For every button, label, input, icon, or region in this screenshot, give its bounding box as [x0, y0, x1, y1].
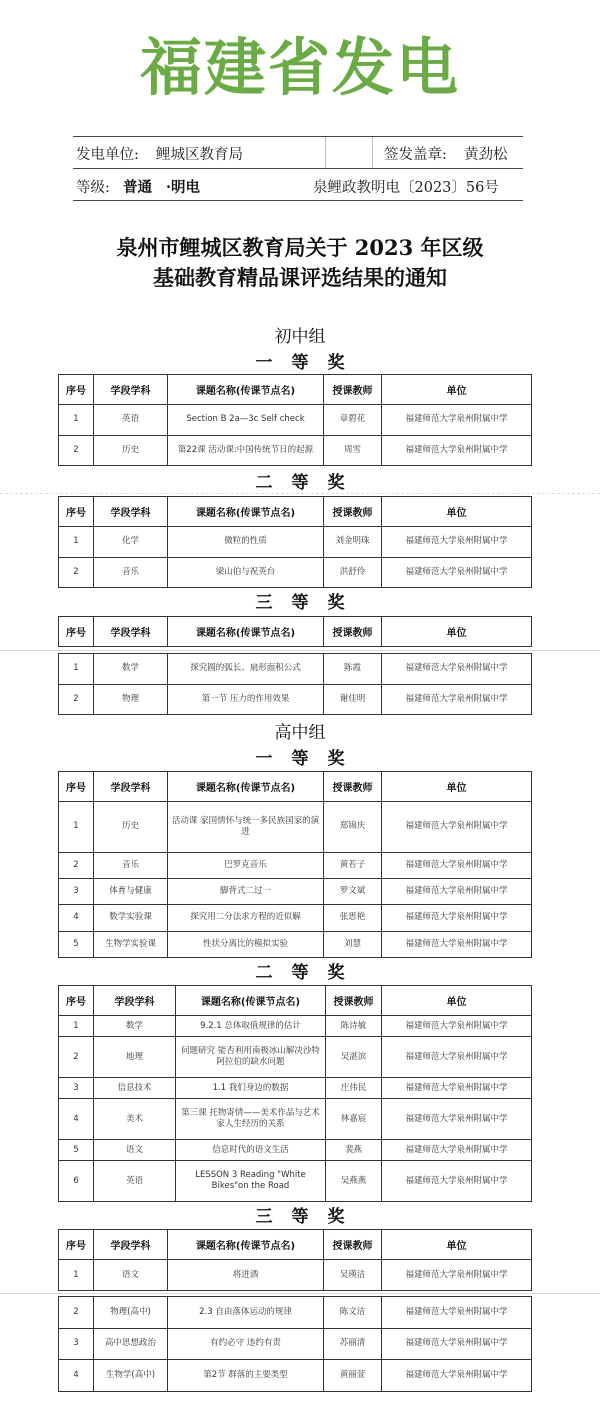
cell-no: 5: [59, 931, 94, 957]
col-header-teacher: 授课教师: [324, 497, 382, 527]
junior-second-table: [58, 496, 532, 588]
col-header-subject: 学段学科: [94, 375, 168, 405]
cell-no: 1: [59, 654, 94, 685]
col-header-no: 序号: [59, 617, 94, 647]
senior-third-table-top: [58, 1229, 532, 1291]
cell-unit: 福建师范大学泉州附属中学: [382, 684, 532, 715]
col-header-subject: 学段学科: [94, 497, 168, 527]
cell-unit: 福建师范大学泉州附属中学: [382, 802, 532, 853]
cell-unit: 福建师范大学泉州附属中学: [382, 654, 532, 685]
meta-middle-rule: [73, 168, 523, 169]
col-header-unit: 单位: [382, 772, 532, 802]
cell-course: 微粒的性质: [168, 527, 324, 558]
table-row: [59, 1161, 532, 1202]
cell-subject: 语文: [94, 1260, 168, 1291]
junior-third-table: [58, 653, 532, 715]
cell-course: 脚背式二过一: [168, 878, 324, 904]
level-value: 普通: [123, 179, 152, 196]
cell-teacher: 谢佳明: [324, 684, 382, 715]
col-header-course: 课题名称(传课节点名): [176, 986, 326, 1016]
table-row: [59, 1139, 532, 1160]
doc-number: 泉鲤政教明电〔2023〕56号: [313, 180, 499, 196]
cell-teacher: 郑锦庆: [324, 802, 382, 853]
cell-teacher: 章碧花: [324, 405, 382, 436]
table-row: [59, 1077, 532, 1098]
page-break: [0, 1293, 600, 1294]
cell-teacher: 陈霞: [324, 654, 382, 685]
table-row: [59, 878, 532, 904]
cell-teacher: 罗文斌: [324, 878, 382, 904]
page-break: [0, 650, 600, 651]
cell-unit: 福建师范大学泉州附属中学: [382, 1161, 532, 1202]
cell-subject: 物理(高中): [94, 1297, 168, 1329]
cell-unit: 福建师范大学泉州附属中学: [382, 1099, 532, 1140]
col-header-course: 课题名称(传课节点名): [168, 617, 324, 647]
notice-title-line2: 基础教育精品课评选结果的通知: [153, 265, 447, 290]
cell-unit: 福建师范大学泉州附属中学: [382, 1328, 532, 1360]
cell-no: 1: [59, 1016, 94, 1037]
signer-value: 黄劲松: [464, 147, 508, 163]
cell-course: 活动课 家国情怀与统一多民族国家的演进: [168, 802, 324, 853]
cell-no: 2: [59, 1297, 94, 1329]
cell-subject: 生物学(高中): [94, 1360, 168, 1392]
cell-no: 3: [59, 878, 94, 904]
notice-title-line1: 泉州市鲤城区教育局关于 2023 年区级: [116, 235, 484, 260]
junior-first-table: [58, 374, 532, 466]
junior-first-award-title: 一等奖: [255, 353, 364, 373]
cell-course: 2.3 自由落体运动的规律: [168, 1297, 324, 1329]
table-row: [59, 684, 532, 715]
col-header-subject: 学段学科: [94, 772, 168, 802]
junior-third-award-title: 三等奖: [255, 593, 364, 613]
table-row: [59, 1260, 532, 1291]
cell-no: 3: [59, 1077, 94, 1098]
table-row: [59, 931, 532, 957]
senior-first-award-title: 一等奖: [255, 749, 364, 769]
table-row: [59, 1297, 532, 1329]
table-row: [59, 527, 532, 558]
col-header-no: 序号: [59, 1230, 94, 1260]
table-row: [59, 435, 532, 466]
cell-course: 探究用二分法求方程的近似解: [168, 905, 324, 931]
col-header-unit: 单位: [382, 497, 532, 527]
cell-teacher: 吴燕燕: [326, 1161, 382, 1202]
cell-no: 2: [59, 557, 94, 588]
cell-subject: 语文: [94, 1139, 176, 1160]
col-header-subject: 学段学科: [94, 1230, 168, 1260]
cell-unit: 福建师范大学泉州附属中学: [382, 405, 532, 436]
cell-unit: 福建师范大学泉州附属中学: [382, 527, 532, 558]
cell-teacher: 吴湛滨: [326, 1037, 382, 1078]
sender-label: 发电单位:: [76, 147, 139, 163]
table-row: [59, 802, 532, 853]
col-header-course: 课题名称(传课节点名): [168, 497, 324, 527]
meta-divider-b: [372, 137, 373, 168]
cell-teacher: 刘金明珠: [324, 527, 382, 558]
cell-no: 1: [59, 405, 94, 436]
cell-teacher: 张思艳: [324, 905, 382, 931]
cell-course: 1.1 我们身边的数据: [176, 1077, 326, 1098]
table-row: [59, 1016, 532, 1037]
cell-teacher: 陈诗敏: [326, 1016, 382, 1037]
meta-bottom-rule: [73, 200, 523, 201]
cell-no: 1: [59, 1260, 94, 1291]
cell-subject: 体育与健康: [94, 878, 168, 904]
cell-subject: 数学实验课: [94, 905, 168, 931]
cell-teacher: 林嘉宸: [326, 1099, 382, 1140]
cell-teacher: 周雪: [324, 435, 382, 466]
cell-teacher: 苏丽清: [324, 1328, 382, 1360]
cell-unit: 福建师范大学泉州附属中学: [382, 931, 532, 957]
cell-course: 第22课 活动课:中国传统节日的起源: [168, 435, 324, 466]
cell-subject: 英语: [94, 405, 168, 436]
cell-subject: 信息技术: [94, 1077, 176, 1098]
cell-course: 第三课 托物寄情——美术作品与艺术家人生经历的关系: [176, 1099, 326, 1140]
document-banner: 福建省发电: [139, 31, 460, 104]
cell-unit: 福建师范大学泉州附属中学: [382, 1077, 532, 1098]
cell-teacher: 黄丽萱: [324, 1360, 382, 1392]
cell-course: 性状分离比的模拟实验: [168, 931, 324, 957]
senior-group-title: 高中组: [274, 723, 326, 743]
cell-subject: 数学: [94, 1016, 176, 1037]
cell-teacher: 裴燕: [326, 1139, 382, 1160]
cell-no: 4: [59, 905, 94, 931]
cell-unit: 福建师范大学泉州附属中学: [382, 878, 532, 904]
level-type: ·明电: [166, 179, 201, 196]
cell-subject: 化学: [94, 527, 168, 558]
senior-first-table: [58, 771, 532, 958]
cell-teacher: 洪舒伶: [324, 557, 382, 588]
table-row: [59, 852, 532, 878]
col-header-teacher: 授课教师: [324, 617, 382, 647]
table-row: [59, 1099, 532, 1140]
cell-subject: 生物学实验课: [94, 931, 168, 957]
table-row: [59, 654, 532, 685]
cell-subject: 物理: [94, 684, 168, 715]
cell-no: 3: [59, 1328, 94, 1360]
col-header-unit: 单位: [382, 986, 532, 1016]
cell-course: 第2节 群落的主要类型: [168, 1360, 324, 1392]
col-header-unit: 单位: [382, 617, 532, 647]
cell-unit: 福建师范大学泉州附属中学: [382, 1297, 532, 1329]
senior-second-table: [58, 985, 532, 1202]
col-header-subject: 学段学科: [94, 986, 176, 1016]
cell-course: 9.2.1 总体取值规律的估计: [176, 1016, 326, 1037]
cell-unit: 福建师范大学泉州附属中学: [382, 1037, 532, 1078]
table-row: [59, 1328, 532, 1360]
cell-unit: 福建师范大学泉州附属中学: [382, 905, 532, 931]
table-row: [59, 405, 532, 436]
cell-subject: 地理: [94, 1037, 176, 1078]
col-header-teacher: 授课教师: [324, 375, 382, 405]
cell-no: 1: [59, 527, 94, 558]
cell-unit: 福建师范大学泉州附属中学: [382, 435, 532, 466]
senior-third-award-title: 三等奖: [255, 1207, 364, 1227]
page-dash: [0, 493, 600, 494]
cell-no: 2: [59, 435, 94, 466]
cell-unit: 福建师范大学泉州附属中学: [382, 557, 532, 588]
cell-course: 巴罗克音乐: [168, 852, 324, 878]
cell-course: 信息时代的语文生活: [176, 1139, 326, 1160]
senior-second-award-title: 二等奖: [255, 963, 364, 983]
cell-subject: 英语: [94, 1161, 176, 1202]
cell-unit: 福建师范大学泉州附属中学: [382, 1016, 532, 1037]
cell-course: 问题研究 能否利用南极冰山解决沙特阿拉伯的缺水问题: [176, 1037, 326, 1078]
col-header-course: 课题名称(传课节点名): [168, 375, 324, 405]
cell-unit: 福建师范大学泉州附属中学: [382, 1360, 532, 1392]
cell-unit: 福建师范大学泉州附属中学: [382, 1260, 532, 1291]
cell-subject: 历史: [94, 802, 168, 853]
col-header-no: 序号: [59, 772, 94, 802]
col-header-no: 序号: [59, 986, 94, 1016]
cell-course: 将进酒: [168, 1260, 324, 1291]
col-header-course: 课题名称(传课节点名): [168, 1230, 324, 1260]
cell-no: 5: [59, 1139, 94, 1160]
junior-third-table-header: [58, 616, 532, 647]
col-header-teacher: 授课教师: [324, 772, 382, 802]
cell-teacher: 吴瑛洁: [324, 1260, 382, 1291]
cell-no: 2: [59, 852, 94, 878]
meta-divider-a: [325, 137, 326, 168]
cell-unit: 福建师范大学泉州附属中学: [382, 852, 532, 878]
col-header-course: 课题名称(传课节点名): [168, 772, 324, 802]
cell-no: 4: [59, 1099, 94, 1140]
junior-group-title: 初中组: [274, 327, 326, 347]
cell-teacher: 刘慧: [324, 931, 382, 957]
cell-teacher: 黄若子: [324, 852, 382, 878]
col-header-teacher: 授课教师: [324, 1230, 382, 1260]
cell-teacher: 庄伟民: [326, 1077, 382, 1098]
cell-course: Section B 2a—3c Self check: [168, 405, 324, 436]
cell-subject: 历史: [94, 435, 168, 466]
cell-subject: 数学: [94, 654, 168, 685]
cell-course: 第一节 压力的作用效果: [168, 684, 324, 715]
col-header-no: 序号: [59, 497, 94, 527]
col-header-subject: 学段学科: [94, 617, 168, 647]
cell-unit: 福建师范大学泉州附属中学: [382, 1139, 532, 1160]
col-header-teacher: 授课教师: [326, 986, 382, 1016]
meta-top-rule: [73, 136, 523, 137]
cell-subject: 音乐: [94, 852, 168, 878]
cell-subject: 音乐: [94, 557, 168, 588]
col-header-no: 序号: [59, 375, 94, 405]
cell-teacher: 陈文洁: [324, 1297, 382, 1329]
cell-course: LESSON 3 Reading "White Bikes"on the Road: [176, 1161, 326, 1202]
cell-course: 有约必守 违约有责: [168, 1328, 324, 1360]
cell-course: 梁山伯与祝英台: [168, 557, 324, 588]
sender-value: 鲤城区教育局: [156, 147, 243, 163]
cell-subject: 高中思想政治: [94, 1328, 168, 1360]
table-row: [59, 905, 532, 931]
signer-label: 签发盖章:: [384, 147, 447, 163]
cell-no: 2: [59, 684, 94, 715]
table-row: [59, 1360, 532, 1392]
table-row: [59, 557, 532, 588]
junior-second-award-title: 二等奖: [255, 473, 364, 493]
cell-no: 4: [59, 1360, 94, 1392]
cell-subject: 美术: [94, 1099, 176, 1140]
table-row: [59, 1037, 532, 1078]
cell-course: 探究圆的弧长、扇形面积公式: [168, 654, 324, 685]
col-header-unit: 单位: [382, 375, 532, 405]
cell-no: 2: [59, 1037, 94, 1078]
cell-no: 1: [59, 802, 94, 853]
senior-third-table-bottom: [58, 1296, 532, 1392]
cell-no: 6: [59, 1161, 94, 1202]
level-label: 等级:: [76, 180, 110, 196]
col-header-unit: 单位: [382, 1230, 532, 1260]
